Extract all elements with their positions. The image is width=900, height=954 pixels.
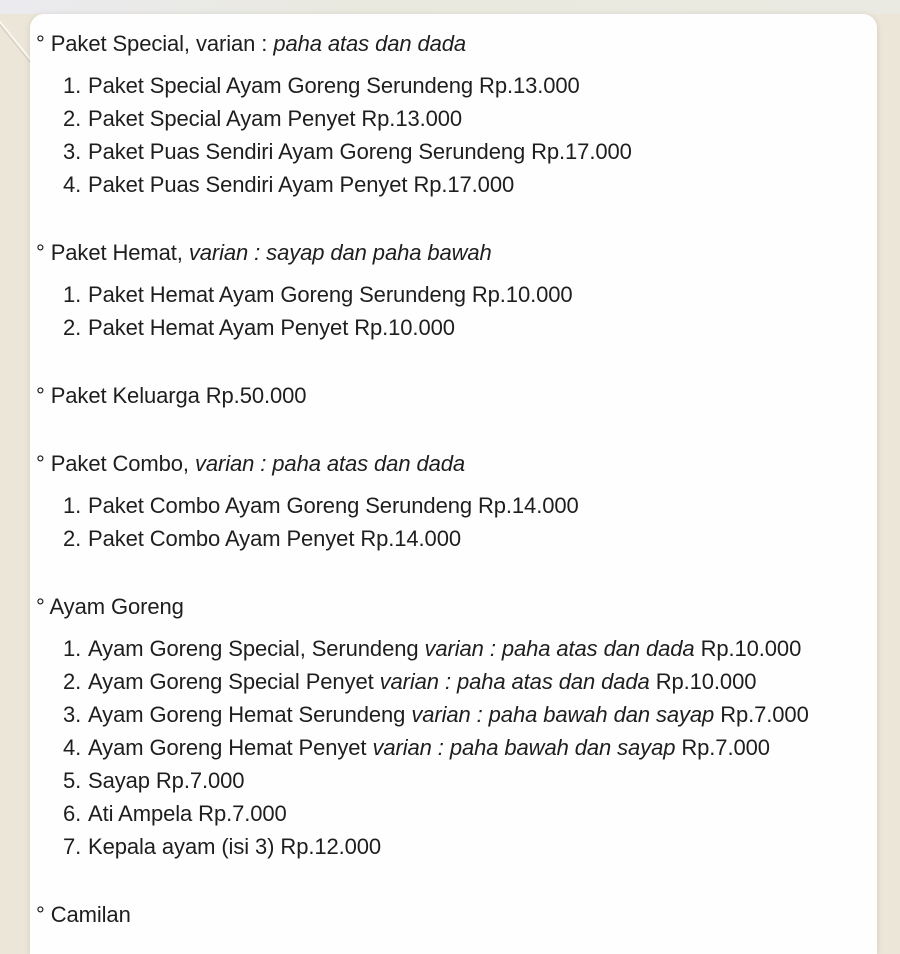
item-run: Paket Hemat Ayam Penyet Rp.10.000 bbox=[88, 315, 455, 340]
item-number: 6. bbox=[63, 801, 82, 826]
item-number: 3. bbox=[63, 702, 82, 727]
section-heading bbox=[36, 27, 869, 60]
section-heading bbox=[36, 236, 869, 269]
item-run: Paket Special Ayam Penyet Rp.13.000 bbox=[88, 106, 463, 131]
item-run: Rp.7.000 bbox=[714, 702, 809, 727]
menu-item bbox=[36, 830, 869, 863]
item-text bbox=[88, 135, 869, 168]
menu bbox=[30, 14, 877, 931]
item-run: Paket Combo Ayam Goreng Serundeng Rp.14.000 bbox=[88, 493, 579, 518]
item-text bbox=[88, 830, 869, 863]
menu-item bbox=[36, 764, 869, 797]
item-number: 1. bbox=[63, 73, 82, 98]
item-run: Sayap Rp.7.000 bbox=[88, 768, 245, 793]
item-run: Paket Hemat Ayam Goreng Serundeng Rp.10.000 bbox=[88, 282, 573, 307]
item-run: varian : paha bawah dan sayap bbox=[372, 735, 676, 760]
item-text bbox=[88, 797, 869, 830]
menu-section bbox=[36, 27, 869, 201]
item-run: Kepala ayam (isi 3) Rp.12.000 bbox=[88, 834, 382, 859]
section-heading bbox=[36, 447, 869, 480]
item-run: varian : paha bawah dan sayap bbox=[411, 702, 715, 727]
section-item-list bbox=[36, 489, 869, 555]
item-run: Paket Combo Ayam Penyet Rp.14.000 bbox=[88, 526, 461, 551]
item-text bbox=[88, 311, 869, 344]
menu-item bbox=[36, 489, 869, 522]
heading-text: ° Camilan bbox=[36, 902, 131, 927]
menu-item bbox=[36, 135, 869, 168]
heading-text: varian : paha atas dan dada bbox=[194, 451, 466, 476]
item-number: 4. bbox=[63, 735, 82, 760]
menu-item bbox=[36, 797, 869, 830]
menu-item bbox=[36, 665, 869, 698]
menu-item bbox=[36, 69, 869, 102]
menu-item bbox=[36, 522, 869, 555]
item-number: 4. bbox=[63, 172, 82, 197]
item-run: Paket Puas Sendiri Ayam Goreng Serundeng Rp.17.000 bbox=[88, 139, 632, 164]
menu-item bbox=[36, 102, 869, 135]
heading-text: ° Paket Special, varian : bbox=[36, 31, 274, 56]
item-run: Ati Ampela Rp.7.000 bbox=[88, 801, 287, 826]
item-number: 2. bbox=[63, 315, 82, 340]
item-run: varian : paha atas dan dada bbox=[424, 636, 695, 661]
item-number: 1. bbox=[63, 636, 82, 661]
menu-card bbox=[30, 14, 877, 954]
item-text bbox=[88, 69, 869, 102]
item-text bbox=[88, 489, 869, 522]
heading-text: ° Paket Hemat, bbox=[36, 240, 189, 265]
item-run: Ayam Goreng Special, Serundeng bbox=[88, 636, 425, 661]
menu-section bbox=[36, 236, 869, 344]
item-text bbox=[88, 102, 869, 135]
section-item-list bbox=[36, 278, 869, 344]
item-run: Ayam Goreng Special Penyet bbox=[88, 669, 380, 694]
menu-section bbox=[36, 379, 869, 412]
item-text bbox=[88, 665, 869, 698]
item-run: Ayam Goreng Hemat Penyet bbox=[88, 735, 373, 760]
heading-text: paha atas dan dada bbox=[273, 31, 467, 56]
menu-section bbox=[36, 447, 869, 555]
section-heading bbox=[36, 898, 869, 931]
item-text bbox=[88, 632, 869, 665]
item-text bbox=[88, 278, 869, 311]
item-number: 2. bbox=[63, 526, 82, 551]
item-number: 3. bbox=[63, 139, 82, 164]
item-run: Rp.10.000 bbox=[649, 669, 757, 694]
menu-item bbox=[36, 311, 869, 344]
menu-section bbox=[36, 898, 869, 931]
menu-item bbox=[36, 632, 869, 665]
item-text bbox=[88, 522, 869, 555]
item-number: 7. bbox=[63, 834, 82, 859]
menu-section bbox=[36, 590, 869, 863]
section-item-list bbox=[36, 632, 869, 863]
section-item-list bbox=[36, 69, 869, 201]
item-run: Rp.7.000 bbox=[675, 735, 770, 760]
item-run: Rp.10.000 bbox=[694, 636, 802, 661]
menu-item bbox=[36, 168, 869, 201]
heading-text: ° Ayam Goreng bbox=[36, 594, 184, 619]
section-heading bbox=[36, 379, 869, 412]
item-run: Paket Special Ayam Goreng Serundeng Rp.13.000 bbox=[88, 73, 580, 98]
item-number: 1. bbox=[63, 282, 82, 307]
menu-item bbox=[36, 731, 869, 764]
menu-item bbox=[36, 698, 869, 731]
item-text bbox=[88, 731, 869, 764]
menu-item bbox=[36, 278, 869, 311]
item-text bbox=[88, 764, 869, 797]
item-run: Paket Puas Sendiri Ayam Penyet Rp.17.000 bbox=[88, 172, 515, 197]
heading-text: varian : sayap dan paha bawah bbox=[188, 240, 492, 265]
item-run: varian : paha atas dan dada bbox=[379, 669, 650, 694]
item-number: 1. bbox=[63, 493, 82, 518]
item-run: Ayam Goreng Hemat Serundeng bbox=[88, 702, 412, 727]
heading-text: ° Paket Keluarga Rp.50.000 bbox=[36, 383, 307, 408]
item-text bbox=[88, 698, 869, 731]
top-band bbox=[0, 0, 900, 14]
heading-text: ° Paket Combo, bbox=[36, 451, 195, 476]
item-number: 5. bbox=[63, 768, 82, 793]
item-number: 2. bbox=[63, 106, 82, 131]
section-heading bbox=[36, 590, 869, 623]
item-text bbox=[88, 168, 869, 201]
item-number: 2. bbox=[63, 669, 82, 694]
